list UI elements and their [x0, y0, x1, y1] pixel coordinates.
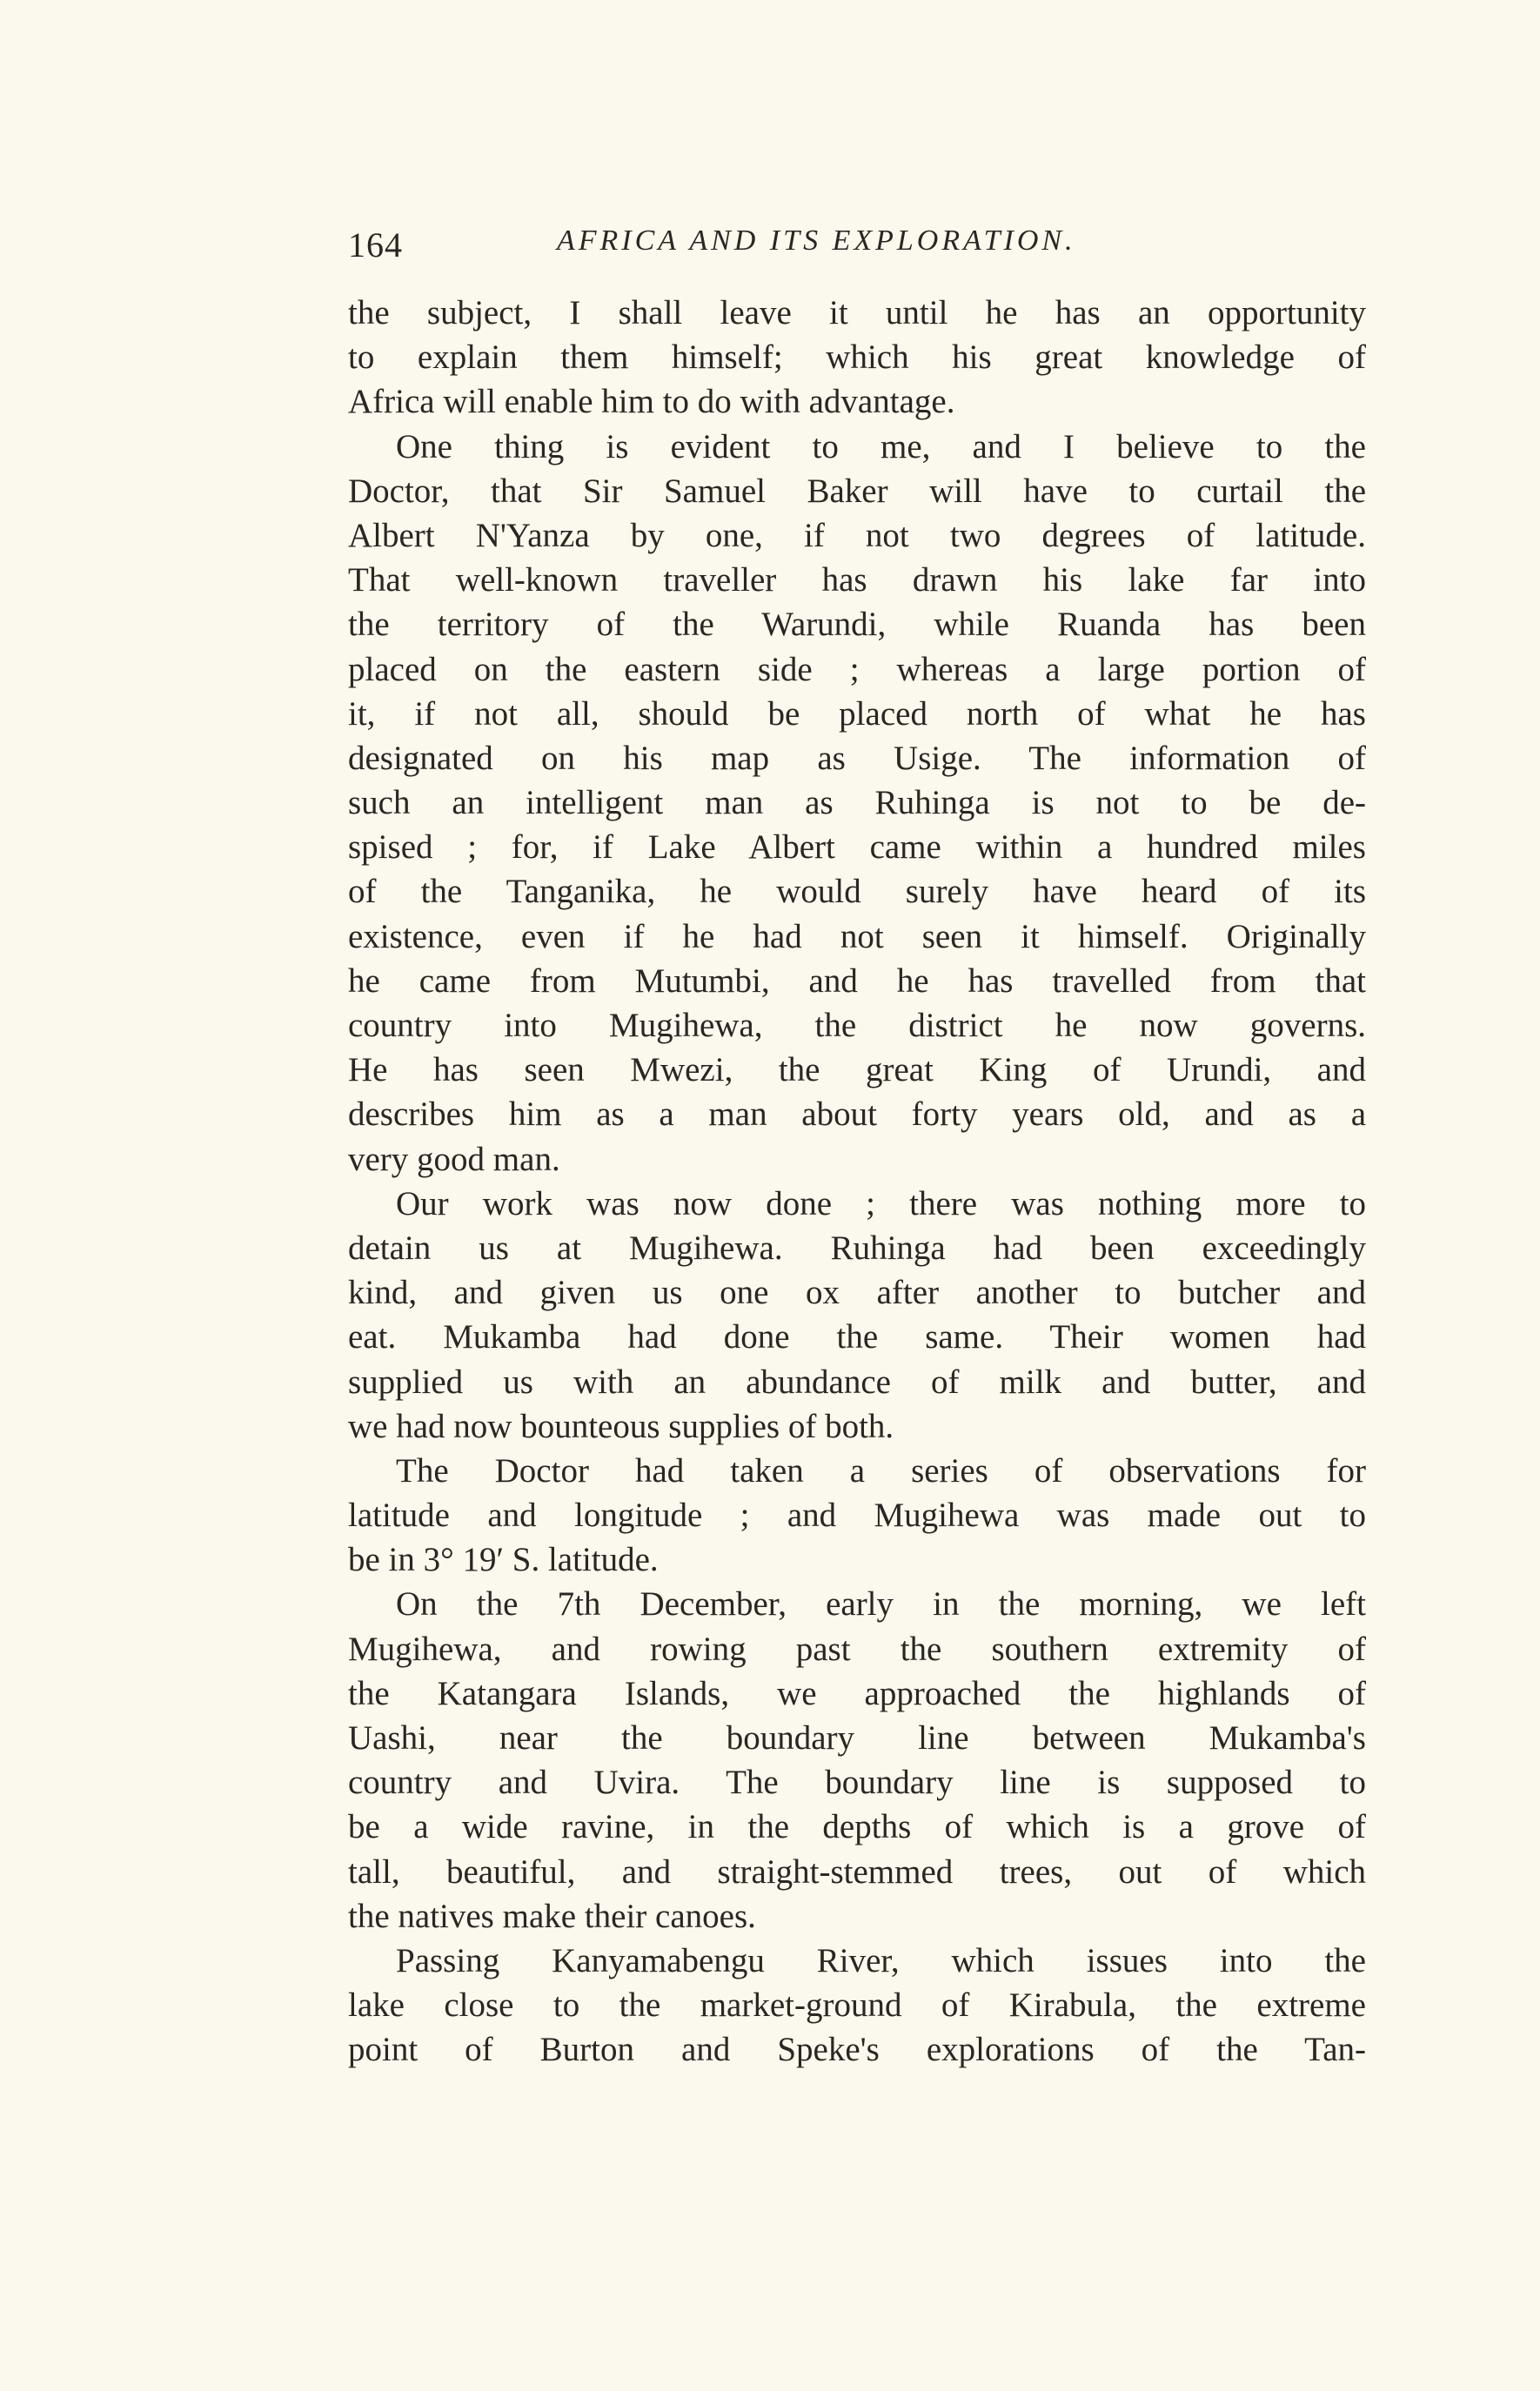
text-line: latitude and longitude ; and Mugihewa was made out to	[348, 1497, 1366, 1535]
text-line: Passing Kanyamabengu River, which issues into the	[396, 1941, 1366, 1979]
text-line: On the 7th December, early in the morning, we left	[396, 1585, 1366, 1624]
text-line: Uashi, near the boundary line between Mukamba's	[348, 1719, 1366, 1757]
text-line: the subject, I shall leave it until he has an opportunity	[348, 294, 1366, 332]
text-line: point of Burton and Speke's explorations of the Tan-	[348, 2031, 1366, 2069]
text-line: of the Tanganika, he would surely have heard of its	[348, 873, 1366, 911]
running-header	[348, 224, 1418, 268]
text-line: Mugihewa, and rowing past the southern extremity of	[348, 1630, 1366, 1668]
text-line: designated on his map as Usige. The information of	[348, 739, 1366, 777]
text-line: describes him as a man about forty years old, and as a	[348, 1095, 1366, 1134]
text-line: country and Uvira. The boundary line is supposed to	[348, 1764, 1366, 1802]
text-line: he came from Mutumbi, and he has travelled from that	[348, 961, 1366, 1000]
text-line: very good man.	[348, 1140, 560, 1178]
text-line: supplied us with an abundance of milk and butter, and	[348, 1363, 1366, 1401]
text-line: to explain them himself; which his great knowledge of	[348, 338, 1366, 377]
text-line: we had now bounteous supplies of both.	[348, 1407, 894, 1445]
text-line: existence, even if he had not seen it himself. Originally	[348, 917, 1366, 955]
text-line: such an intelligent man as Ruhinga is not to be de-	[348, 784, 1366, 822]
text-line: Our work was now done ; there was nothing more to	[396, 1184, 1366, 1222]
text-line: detain us at Mugihewa. Ruhinga had been exceedingly	[348, 1229, 1366, 1267]
text-line: the territory of the Warundi, while Ruanda has been	[348, 606, 1366, 644]
text-line: Albert N'Yanza by one, if not two degrees of latitude.	[348, 516, 1366, 554]
running-title: AFRICA AND ITS EXPLORATION.	[557, 224, 1076, 257]
text-line: country into Mugihewa, the district he now governs.	[348, 1007, 1366, 1044]
text-line: spised ; for, if Lake Albert came within a hundred miles	[348, 828, 1366, 867]
text-line: tall, beautiful, and straight-stemmed trees, out of which	[348, 1852, 1366, 1891]
text-line: The Doctor had taken a series of observations for	[396, 1451, 1366, 1490]
text-line: One thing is evident to me, and I believe to the	[396, 427, 1366, 465]
text-line: eat. Mukamba had done the same. Their women had	[348, 1318, 1366, 1356]
text-line: it, if not all, should be placed north of what he has	[348, 694, 1366, 733]
text-line: Doctor, that Sir Samuel Baker will have to curtail the	[348, 472, 1366, 510]
body-text	[348, 291, 1366, 2073]
page-number: 164	[348, 225, 403, 265]
text-line: be a wide ravine, in the depths of which is a grove of	[348, 1808, 1366, 1846]
text-line: lake close to the market-ground of Kirabula, the extreme	[348, 1986, 1366, 2025]
text-line: be in 3° 19′ S. latitude.	[348, 1541, 659, 1579]
text-line: the Katangara Islands, we approached the highlands of	[348, 1674, 1366, 1712]
text-line: placed on the eastern side ; whereas a large portion of	[348, 650, 1366, 688]
text-line: That well-known traveller has drawn his lake far into	[348, 561, 1366, 599]
text-line: He has seen Mwezi, the great King of Urundi, and	[348, 1051, 1366, 1089]
text-line: Africa will enable him to do with advantage.	[348, 383, 955, 421]
text-line: the natives make their canoes.	[348, 1897, 756, 1935]
text-line: kind, and given us one ox after another to butcher and	[348, 1274, 1366, 1312]
